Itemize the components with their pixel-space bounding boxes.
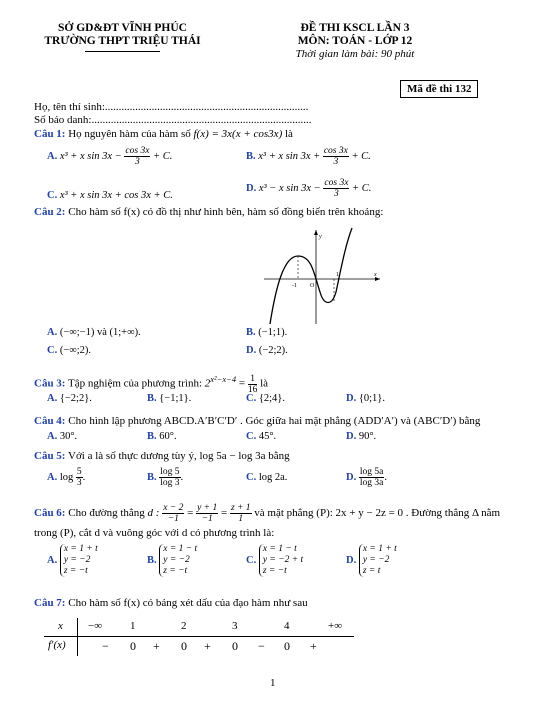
q1-option-c[interactable] xyxy=(47,190,173,201)
q3-option-d-text: {0;1}. xyxy=(358,393,385,404)
graph-tick-pos: 1 xyxy=(336,272,339,278)
q4-option-a[interactable] xyxy=(47,431,77,442)
sign-table-sign: 0 xyxy=(181,639,187,653)
q6-b-z: z = −t xyxy=(163,566,188,576)
question-3-tail: là xyxy=(260,377,269,390)
q1-option-a-end: + C. xyxy=(153,150,173,162)
exam-title: ĐỀ THI KSCL LẦN 3 xyxy=(300,22,410,34)
q6-a-z: z = −t xyxy=(63,566,88,576)
question-7 xyxy=(34,596,308,610)
q5-option-b-den: log 3 xyxy=(160,478,180,488)
q2-option-b[interactable] xyxy=(246,327,287,338)
q1-option-d-text: x³ − x sin 3x − xyxy=(258,182,321,194)
q3-option-a-label: A. xyxy=(47,393,58,404)
graph-x-label: x xyxy=(374,272,377,278)
q6-option-c-label: C. xyxy=(246,554,257,566)
graph-curve xyxy=(270,228,352,324)
q5-option-b-end: . xyxy=(180,471,184,483)
q1-option-d[interactable] xyxy=(246,178,371,199)
sign-table-sign: 0 xyxy=(284,639,290,653)
question-6-f1-den: −1 xyxy=(167,514,179,524)
q4-option-b-text: 60°. xyxy=(159,431,177,442)
q5-option-d-num: log 5a xyxy=(359,467,384,477)
sign-table-sign: + xyxy=(153,639,160,653)
q5-option-b[interactable] xyxy=(147,467,183,488)
function-graph xyxy=(262,226,386,326)
q3-option-d[interactable] xyxy=(346,393,385,404)
q6-option-a-label: A. xyxy=(47,554,58,566)
q3-option-d-label: D. xyxy=(346,393,357,404)
q2-option-c-label: C. xyxy=(47,345,58,356)
question-3-exponent: x²−x−4 xyxy=(210,374,237,384)
q3-option-c[interactable] xyxy=(246,393,285,404)
question-3-label: Câu 3: xyxy=(34,377,66,390)
q2-option-c[interactable] xyxy=(47,345,91,356)
q2-option-a-text: (−∞;−1) và (1;+∞). xyxy=(59,327,141,338)
q1-option-d-label: D. xyxy=(246,182,257,194)
subject: MÔN: TOÁN - LỚP 12 xyxy=(297,35,413,47)
question-5-text: Với a là số thực dương tùy ý, log 5a − log 3a bằng xyxy=(68,450,290,462)
sign-table-sign: + xyxy=(204,639,211,653)
graph-y-label: y xyxy=(319,234,322,240)
q6-c-x: x = 1 − t xyxy=(262,544,297,554)
q5-option-d-end: . xyxy=(384,471,387,483)
sign-table-hline xyxy=(44,636,354,637)
q6-option-a[interactable] xyxy=(47,544,98,577)
q6-c-y: y = −2 + t xyxy=(262,555,304,565)
student-id-line: Số báo danh:................................................................................ xyxy=(34,114,312,126)
q4-option-c-text: 45°. xyxy=(258,431,277,442)
q4-option-a-label: A. xyxy=(47,431,58,442)
question-1-label: Câu 1: xyxy=(34,128,66,140)
sign-table-sign: 0 xyxy=(232,639,238,653)
question-6-f3-den: 1 xyxy=(238,514,244,524)
question-7-label: Câu 7: xyxy=(34,597,66,609)
question-3-text: Tập nghiệm của phương trình: xyxy=(68,377,203,390)
q1-option-c-label: C. xyxy=(47,190,58,201)
question-2 xyxy=(34,205,383,219)
q4-option-a-text: 30°. xyxy=(59,431,78,442)
q3-option-b-label: B. xyxy=(147,393,157,404)
school-underline xyxy=(85,51,160,52)
sign-table-sign: 0 xyxy=(130,639,136,653)
q1-option-d-num: cos 3x xyxy=(324,178,349,188)
q1-option-a[interactable] xyxy=(47,146,172,167)
q1-option-b[interactable] xyxy=(246,146,371,167)
question-3 xyxy=(34,372,268,395)
q1-option-a-text: x³ + x sin 3x − xyxy=(59,150,122,162)
question-7-text: Cho hàm số f(x) có bảng xét dấu của đạo hàm như sau xyxy=(68,597,308,609)
question-6-text1: Cho đường thẳng xyxy=(68,507,145,520)
graph-y-arrow xyxy=(314,230,318,235)
question-5-label: Câu 5: xyxy=(34,450,66,462)
question-6-f3-num: z + 1 xyxy=(230,503,251,513)
q4-option-d[interactable] xyxy=(346,431,376,442)
question-6-f2-num: y + 1 xyxy=(197,503,218,513)
dept-name: SỞ GD&ĐT VĨNH PHÚC xyxy=(58,22,187,34)
question-4-text: Cho hình lập phương ABCD.A′B′C′D′ . Góc giữa hai mặt phẳng (ADD′A′) và (ABC′D′) bằng xyxy=(68,415,481,427)
question-6-label: Câu 6: xyxy=(34,507,66,520)
q4-option-d-text: 90°. xyxy=(358,431,377,442)
q2-option-b-label: B. xyxy=(246,327,256,338)
question-1-tail: là xyxy=(284,128,293,140)
question-6-line2: trong (P), cắt d và vuông góc với d có phương trình là: xyxy=(34,527,275,539)
q6-c-z: z = −t xyxy=(262,566,287,576)
q4-option-c[interactable] xyxy=(246,431,276,442)
sign-table-vline xyxy=(77,618,78,656)
question-6-d: d : xyxy=(147,507,160,520)
question-2-label: Câu 2: xyxy=(34,206,66,218)
exam-code-box: Mã đề thi 132 xyxy=(400,80,478,98)
question-3-equals: = xyxy=(238,377,246,390)
q1-option-a-den: 3 xyxy=(135,157,140,167)
question-1-func: f(x) = 3x(x + cos3x) xyxy=(193,128,283,140)
q6-d-z: z = t xyxy=(362,566,381,576)
q5-option-c[interactable] xyxy=(246,472,287,483)
q3-option-b[interactable] xyxy=(147,393,191,404)
q2-option-c-text: (−∞;2). xyxy=(59,345,92,356)
q6-option-d-label: D. xyxy=(346,554,357,566)
sign-table-x-value: 2 xyxy=(181,620,187,632)
q2-option-a[interactable] xyxy=(47,327,141,338)
question-3-den: 16 xyxy=(247,384,258,395)
q6-d-x: x = 1 + t xyxy=(362,544,397,554)
q6-b-y: y = −2 xyxy=(163,555,190,565)
q5-option-a-log: log xyxy=(59,471,74,483)
question-2-text: Cho hàm số f(x) có đồ thị như hình bên, hàm số đồng biến trên khoảng: xyxy=(68,206,384,218)
q2-option-d-text: (−2;2). xyxy=(258,345,288,356)
q1-option-b-end: + C. xyxy=(351,150,371,162)
q6-option-d[interactable] xyxy=(346,544,397,577)
q3-option-c-label: C. xyxy=(246,393,257,404)
sign-table-fprime-label: f′(x) xyxy=(48,639,66,651)
sign-table-x-value: 1 xyxy=(130,620,136,632)
sign-table-sign: − xyxy=(258,639,265,653)
q3-option-a-text: {−2;2}. xyxy=(59,393,92,404)
q3-option-b-text: {−1;1}. xyxy=(159,393,192,404)
q6-option-b[interactable] xyxy=(147,544,197,577)
sign-table-sign: + xyxy=(310,639,317,653)
q3-option-c-text: {2;4}. xyxy=(258,393,285,404)
q3-option-a[interactable] xyxy=(47,393,92,404)
q1-option-a-num: cos 3x xyxy=(125,146,150,156)
q4-option-b[interactable] xyxy=(147,431,177,442)
q6-a-x: x = 1 + t xyxy=(63,544,98,554)
q6-b-x: x = 1 − t xyxy=(163,544,198,554)
graph-tick-neg: -1 xyxy=(292,283,297,289)
q5-option-b-num: log 5 xyxy=(160,467,180,477)
q1-option-a-label: A. xyxy=(47,150,58,162)
student-name-line: Họ, tên thí sinh:.......................................................................... xyxy=(34,101,309,113)
question-6-text2: và mặt phẳng (P): 2x + y − 2z = 0 . Đường thẳng Δ nằm xyxy=(254,507,501,520)
q2-option-b-text: (−1;1). xyxy=(258,327,288,338)
q1-option-b-label: B. xyxy=(246,150,256,162)
q2-option-d-label: D. xyxy=(246,345,257,356)
question-1 xyxy=(34,127,293,141)
q6-option-c[interactable] xyxy=(246,544,303,577)
question-6: Câu 6: Cho đường thẳng d : $\frac{x - 2}{-1}$ = $\frac{y + 1}{-1}$ = $\frac{z + 1}{1}$ và mặt phẳng (P): 2x + y − 2z = 0 . Đường thẳng Δ nằm xyxy=(34,503,501,524)
q1-option-b-den: 3 xyxy=(333,157,339,167)
q5-option-d-den: log 3a xyxy=(359,478,384,488)
sign-table-x-value: 3 xyxy=(232,620,238,632)
q5-option-a-num: 5 xyxy=(76,467,82,477)
q5-option-c-text: log 2a. xyxy=(258,472,288,483)
sign-table-x-value: 4 xyxy=(284,620,290,632)
q6-a-y: y = −2 xyxy=(63,555,91,565)
q1-option-b-text: x³ + x sin 3x + xyxy=(258,150,321,162)
sign-table xyxy=(44,618,354,656)
question-3-base: 2 xyxy=(204,377,211,390)
q1-option-d-end: + C. xyxy=(352,182,372,194)
sign-table-sign: − xyxy=(102,639,109,653)
q5-option-a[interactable] xyxy=(47,467,85,488)
page-number: 1 xyxy=(270,677,276,689)
q1-option-c-text: x³ + x sin 3x + cos 3x + C. xyxy=(59,190,173,201)
q4-option-b-label: B. xyxy=(147,431,157,442)
question-5 xyxy=(34,449,290,463)
q5-option-c-label: C. xyxy=(246,472,257,483)
q5-option-a-label: A. xyxy=(47,471,58,483)
question-4 xyxy=(34,414,480,428)
question-3-num: 1 xyxy=(248,374,258,385)
sign-table-x-label: x xyxy=(58,620,63,632)
q1-option-d-den: 3 xyxy=(334,189,339,199)
q2-option-a-label: A. xyxy=(47,327,58,338)
q2-option-d[interactable] xyxy=(246,345,288,356)
q1-option-b-num: cos 3x xyxy=(323,146,348,156)
q4-option-d-label: D. xyxy=(346,431,357,442)
sign-table-x-value: +∞ xyxy=(328,620,343,632)
q5-option-d[interactable] xyxy=(346,467,387,488)
q6-option-b-label: B. xyxy=(147,554,157,566)
q5-option-a-end: . xyxy=(82,471,86,483)
q5-option-b-label: B. xyxy=(147,471,157,483)
sign-table-x-value: −∞ xyxy=(88,620,103,632)
question-1-text: Họ nguyên hàm của hàm số xyxy=(68,128,191,140)
question-6-f1-num: x − 2 xyxy=(163,503,184,513)
graph-origin-label: O xyxy=(310,283,315,289)
question-6-f2-den: −1 xyxy=(201,514,213,524)
time-limit: Thời gian làm bài: 90 phút xyxy=(295,48,415,60)
q4-option-c-label: C. xyxy=(246,431,257,442)
q5-option-d-label: D. xyxy=(346,471,357,483)
question-4-label: Câu 4: xyxy=(34,415,66,427)
q5-option-a-den: 3 xyxy=(76,478,82,488)
school-name: TRƯỜNG THPT TRIỆU THÁI xyxy=(44,35,201,47)
q6-d-y: y = −2 xyxy=(362,555,390,565)
